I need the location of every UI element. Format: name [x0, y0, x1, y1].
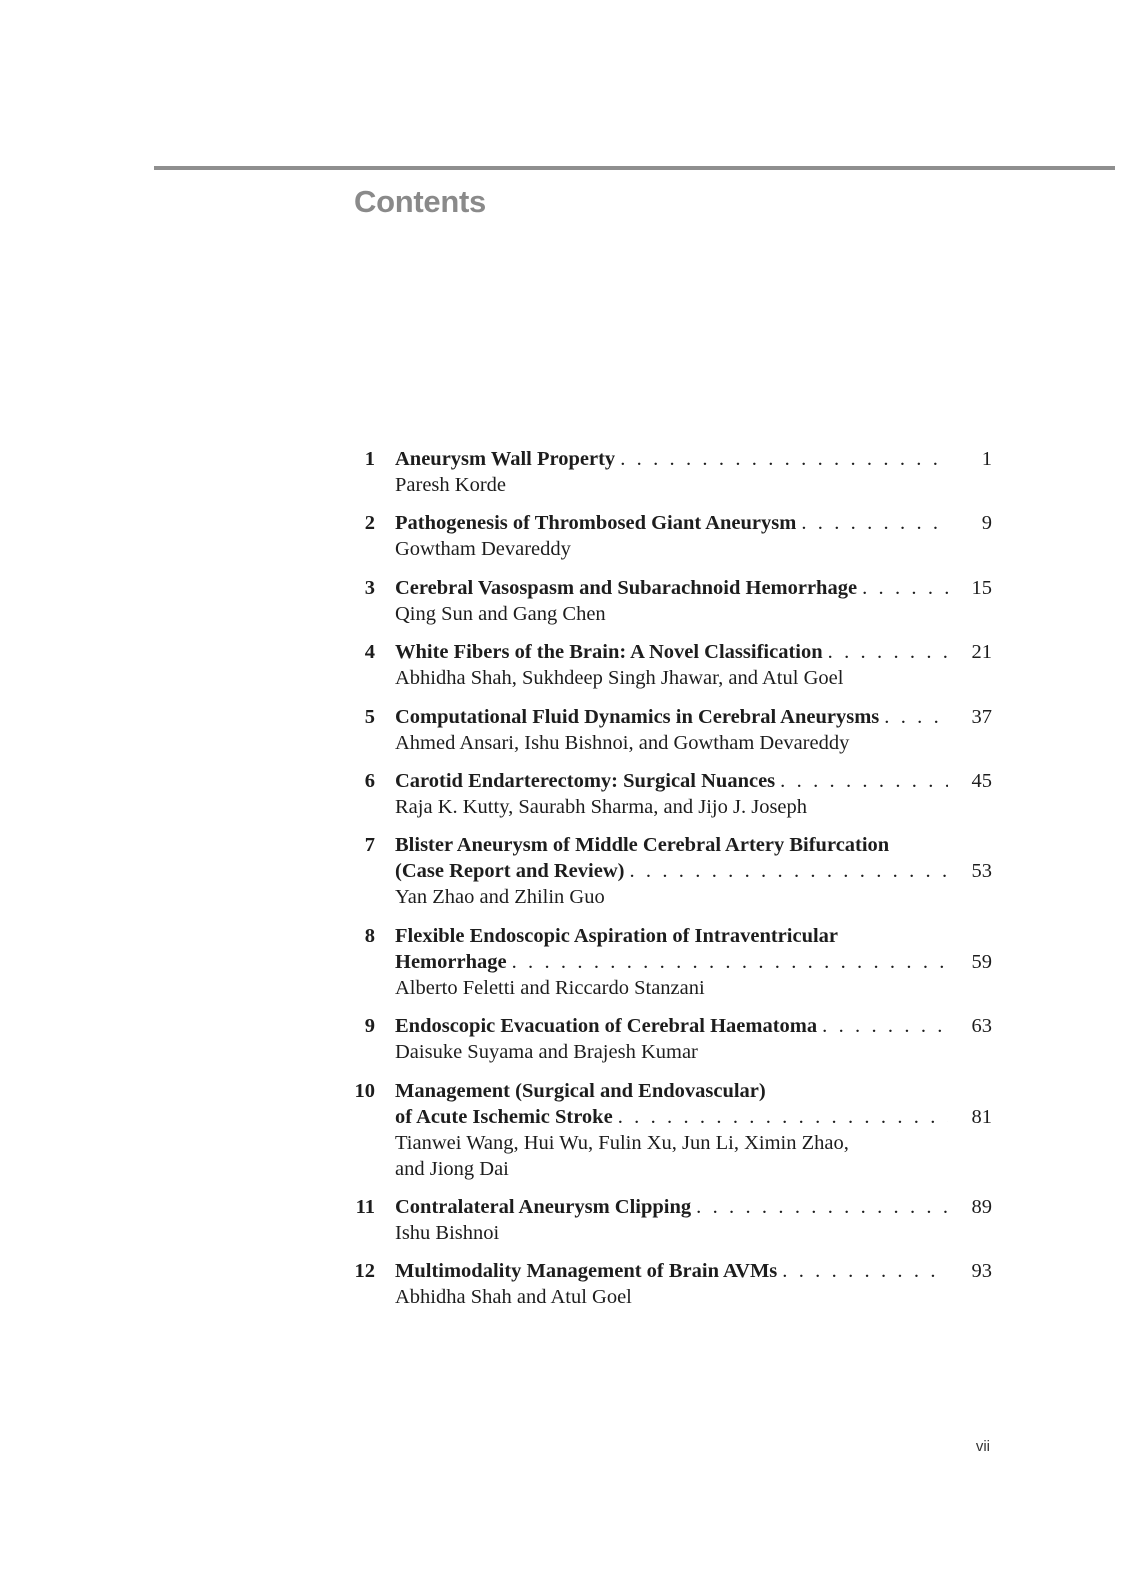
chapter-title[interactable]: Endoscopic Evacuation of Cerebral Haematoma: [395, 1015, 818, 1038]
dot-leader: [862, 575, 948, 601]
toc-entry[interactable]: [345, 923, 992, 1001]
toc-entry[interactable]: [345, 639, 992, 691]
chapter-title[interactable]: of Acute Ischemic Stroke: [395, 1105, 613, 1128]
chapter-title-line: Flexible Endoscopic Aspiration of Intraventricular: [395, 924, 839, 947]
toc-entry[interactable]: [345, 1013, 992, 1065]
dot-leader: [884, 704, 948, 730]
chapter-page-number[interactable]: 21: [971, 641, 992, 664]
chapter-authors: Qing Sun and Gang Chen: [395, 602, 606, 625]
chapter-page-number[interactable]: 81: [971, 1105, 992, 1128]
header-rule: [154, 166, 1115, 170]
dot-leader: [512, 949, 948, 975]
toc-entry[interactable]: [345, 510, 992, 562]
chapter-authors: Alberto Feletti and Riccardo Stanzani: [395, 976, 705, 999]
toc-entry[interactable]: [345, 832, 992, 910]
chapter-page-number[interactable]: 53: [971, 860, 992, 883]
chapter-title-line: Management (Surgical and Endovascular): [395, 1079, 766, 1102]
chapter-title[interactable]: Computational Fluid Dynamics in Cerebral Aneurysms: [395, 705, 880, 728]
chapter-title[interactable]: Cerebral Vasospasm and Subarachnoid Hemorrhage: [395, 576, 858, 599]
chapter-authors: Gowtham Devareddy: [395, 538, 571, 561]
dot-leader: [620, 446, 948, 472]
toc-entry[interactable]: [345, 768, 992, 820]
chapter-number: 7: [364, 834, 375, 857]
chapter-authors: Abhidha Shah, Sukhdeep Singh Jhawar, and Atul Goel: [395, 667, 844, 690]
dot-leader: [828, 639, 948, 665]
chapter-title-row: [395, 704, 992, 730]
chapter-authors: Yan Zhao and Zhilin Guo: [395, 886, 605, 909]
toc-entry[interactable]: [345, 704, 992, 756]
chapter-authors: Tianwei Wang, Hui Wu, Fulin Xu, Jun Li, Ximin Zhao,: [395, 1131, 849, 1154]
toc-entry[interactable]: [345, 575, 992, 627]
chapter-number: 12: [354, 1260, 375, 1283]
toc-entry[interactable]: [345, 446, 992, 498]
chapter-title-row: [395, 1258, 992, 1284]
toc-entry[interactable]: [345, 1194, 992, 1246]
dot-leader: [782, 1258, 948, 1284]
chapter-title[interactable]: Pathogenesis of Thrombosed Giant Aneurysm: [395, 512, 797, 535]
chapter-page-number[interactable]: 45: [971, 769, 992, 792]
chapter-title-line: Blister Aneurysm of Middle Cerebral Artery Bifurcation: [395, 834, 890, 857]
toc-entry[interactable]: [345, 1078, 992, 1182]
chapter-authors: Raja K. Kutty, Saurabh Sharma, and Jijo J. Joseph: [395, 795, 808, 818]
chapter-authors: and Jiong Dai: [395, 1157, 509, 1180]
chapter-page-number[interactable]: 15: [971, 576, 992, 599]
chapter-title-row: [395, 1194, 992, 1220]
chapter-page-number[interactable]: 63: [971, 1015, 992, 1038]
chapter-title[interactable]: Hemorrhage: [395, 950, 507, 973]
page-number: vii: [975, 1438, 990, 1455]
dot-leader: [696, 1194, 948, 1220]
chapter-title[interactable]: White Fibers of the Brain: A Novel Classification: [395, 641, 823, 664]
chapter-number: 6: [364, 769, 375, 792]
chapter-title-row: [395, 639, 992, 665]
chapter-number: 9: [364, 1015, 375, 1038]
chapter-title-row: [395, 1104, 992, 1130]
chapter-title[interactable]: (Case Report and Review): [395, 860, 625, 883]
chapter-title-row: [395, 858, 992, 884]
chapter-title-row: [395, 575, 992, 601]
chapter-number: 4: [364, 641, 375, 664]
chapter-title-row: [395, 510, 992, 536]
table-of-contents: [345, 446, 992, 1323]
chapter-page-number[interactable]: 37: [971, 705, 992, 728]
dot-leader: [780, 768, 948, 794]
chapter-title-row: [395, 768, 992, 794]
chapter-authors: Daisuke Suyama and Brajesh Kumar: [395, 1041, 698, 1064]
chapter-authors: Ishu Bishnoi: [395, 1221, 500, 1244]
toc-entry[interactable]: [345, 1258, 992, 1310]
chapter-title[interactable]: Contralateral Aneurysm Clipping: [395, 1195, 692, 1218]
chapter-title[interactable]: Multimodality Management of Brain AVMs: [395, 1260, 778, 1283]
chapter-number: 2: [364, 512, 375, 535]
dot-leader: [822, 1013, 948, 1039]
chapter-number: 1: [364, 448, 375, 470]
chapter-page-number[interactable]: 1: [981, 448, 992, 470]
page-title: Contents: [354, 184, 486, 219]
dot-leader: [629, 858, 948, 884]
chapter-page-number[interactable]: 9: [981, 512, 992, 535]
chapter-title-row: [395, 1013, 992, 1039]
chapter-number: 3: [364, 576, 375, 599]
chapter-title-row: [395, 949, 992, 975]
chapter-title[interactable]: Aneurysm Wall Property: [395, 448, 616, 470]
chapter-authors: Paresh Korde: [395, 474, 507, 496]
dot-leader: [801, 510, 948, 536]
chapter-authors: Abhidha Shah and Atul Goel: [395, 1286, 632, 1309]
chapter-number: 8: [364, 924, 375, 947]
chapter-number: 10: [354, 1079, 375, 1102]
chapter-number: 5: [364, 705, 375, 728]
chapter-page-number[interactable]: 59: [971, 950, 992, 973]
dot-leader: [618, 1104, 948, 1130]
chapter-page-number[interactable]: 93: [971, 1260, 992, 1283]
chapter-title-row: [395, 446, 992, 472]
chapter-number: 11: [355, 1195, 375, 1218]
chapter-authors: Ahmed Ansari, Ishu Bishnoi, and Gowtham Devareddy: [395, 731, 850, 754]
chapter-title[interactable]: Carotid Endarterectomy: Surgical Nuances: [395, 769, 776, 792]
chapter-page-number[interactable]: 89: [971, 1195, 992, 1218]
